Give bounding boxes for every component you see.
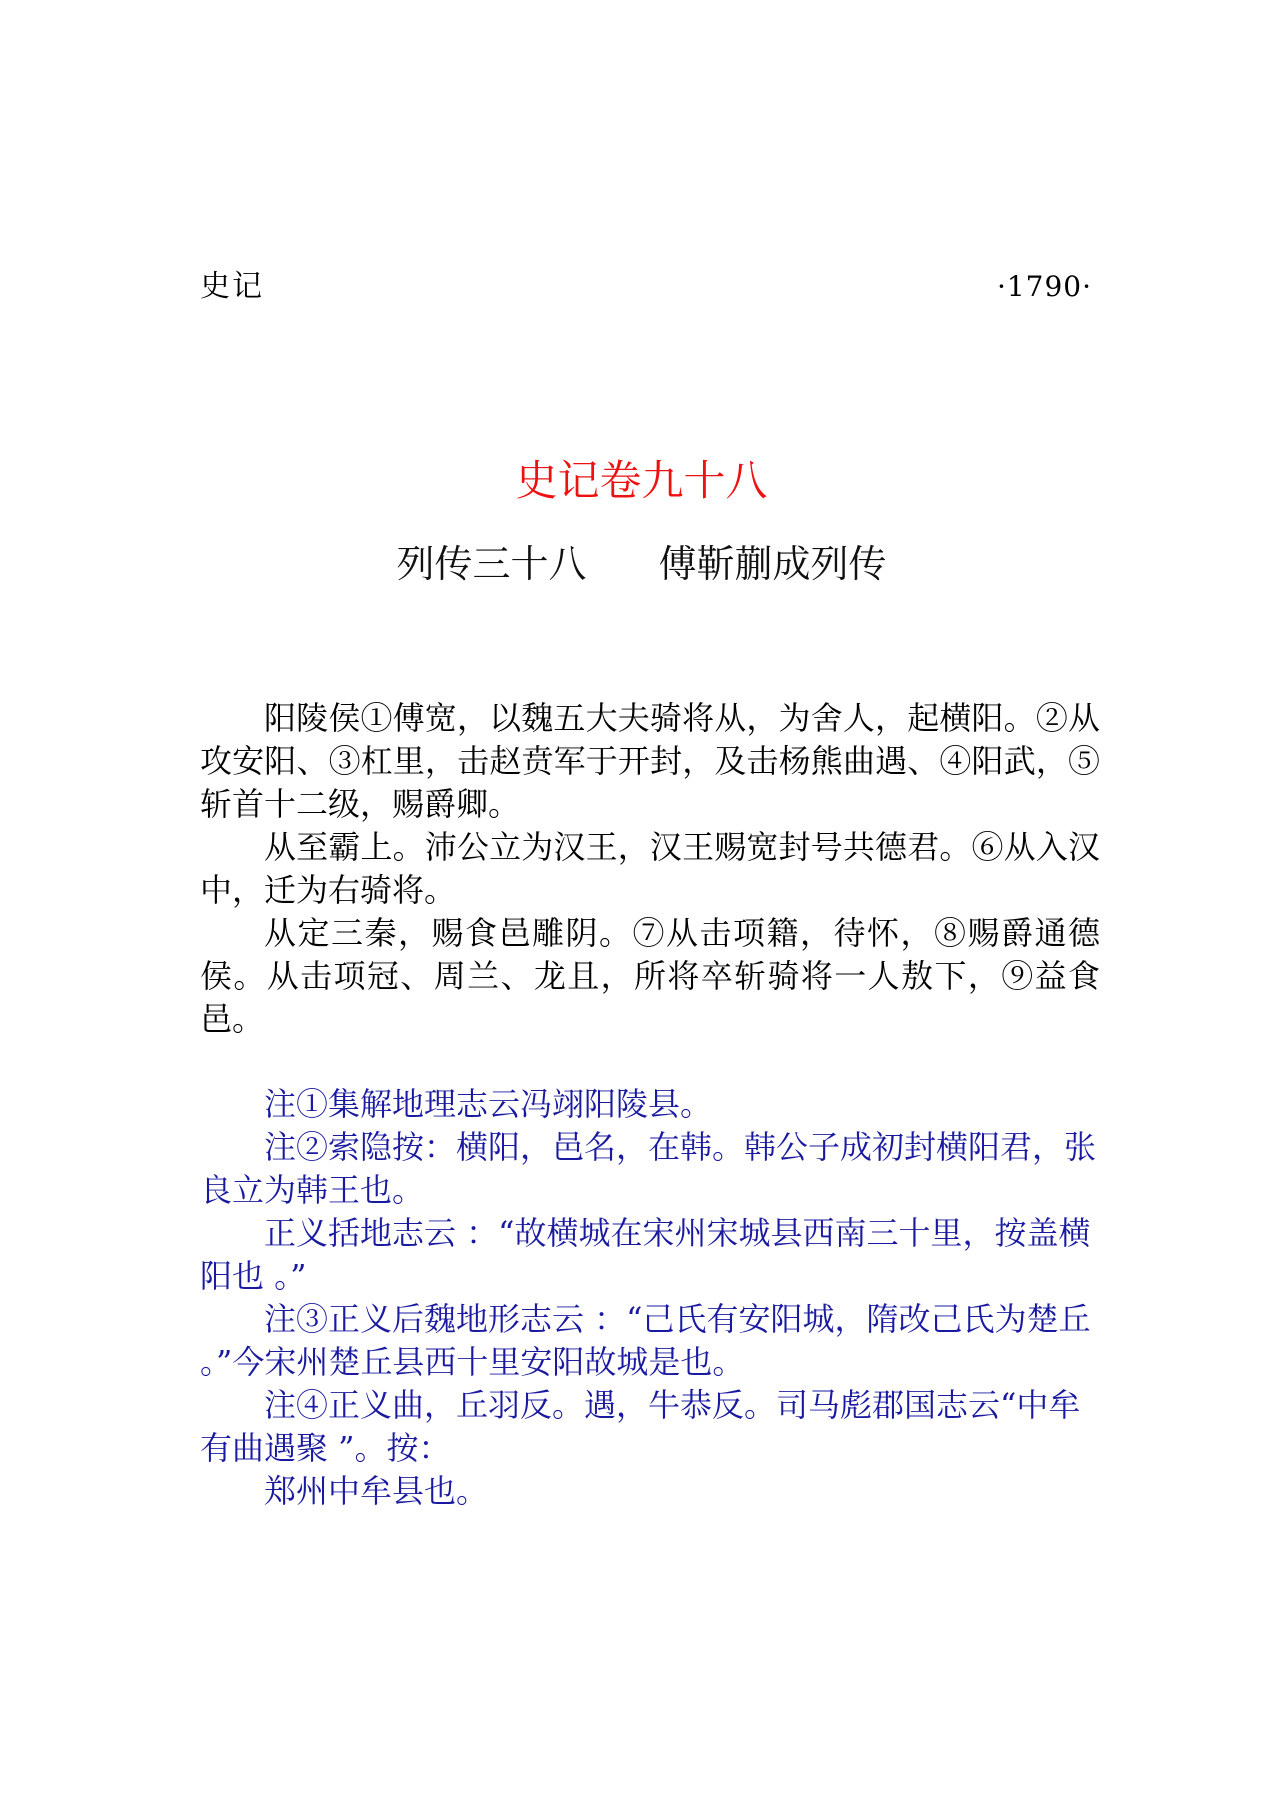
note-item: 郑州中牟县也。: [264, 1472, 489, 1510]
body-paragraph: 从至霸上。沛公立为汉王，汉王赐宽封号共德君。⑥从入汉中，迁为右骑将。: [200, 828, 1100, 909]
note-item: 注③正义后魏地形志云 ：“己氏有安阳城，隋改己氏为楚丘 。”今宋州楚丘县西十里安阳故城是也。: [200, 1300, 1091, 1381]
subtitle-series: 列传三十八: [396, 542, 587, 586]
note-item: 正义括地志云 ：“故横城在宋州宋城县西南三十里，按盖横阳也 。”: [200, 1214, 1091, 1295]
note-item: 注①集解地理志云冯翊阳陵县。: [264, 1085, 713, 1123]
subtitle-chapter-name: 傅靳蒯成列传: [658, 542, 887, 586]
annotations: [200, 1083, 1100, 1513]
body-paragraph: 从定三秦，赐食邑雕阴。⑦从击项籍，待怀，⑧赐爵通德侯。从击项冠、周兰、龙且，所将卒斩骑将一人敖下，⑨益食邑。: [200, 914, 1100, 1038]
body-paragraph: 阳陵侯①傅宽，以魏五大夫骑将从，为舍人，起横阳。②从攻安阳、③杠里，击赵贲军于开封，及击杨熊曲遇、④阳武，⑤斩首十二级，赐爵卿。: [200, 699, 1100, 823]
chapter-subtitle: [0, 538, 1283, 590]
main-text: [200, 697, 1100, 1041]
note-item: 注④正义曲，丘羽反。遇，牛恭反。司马彪郡国志云“中牟有曲遇聚 ”。按：: [200, 1386, 1081, 1467]
page-number: ·1790·: [996, 270, 1092, 303]
running-header-book-title: 史记: [200, 269, 264, 304]
note-item: 注②索隐按：横阳，邑名，在韩。韩公子成初封横阳君，张良立为韩王也。: [200, 1128, 1097, 1209]
chapter-title: 史记卷九十八: [515, 456, 768, 505]
